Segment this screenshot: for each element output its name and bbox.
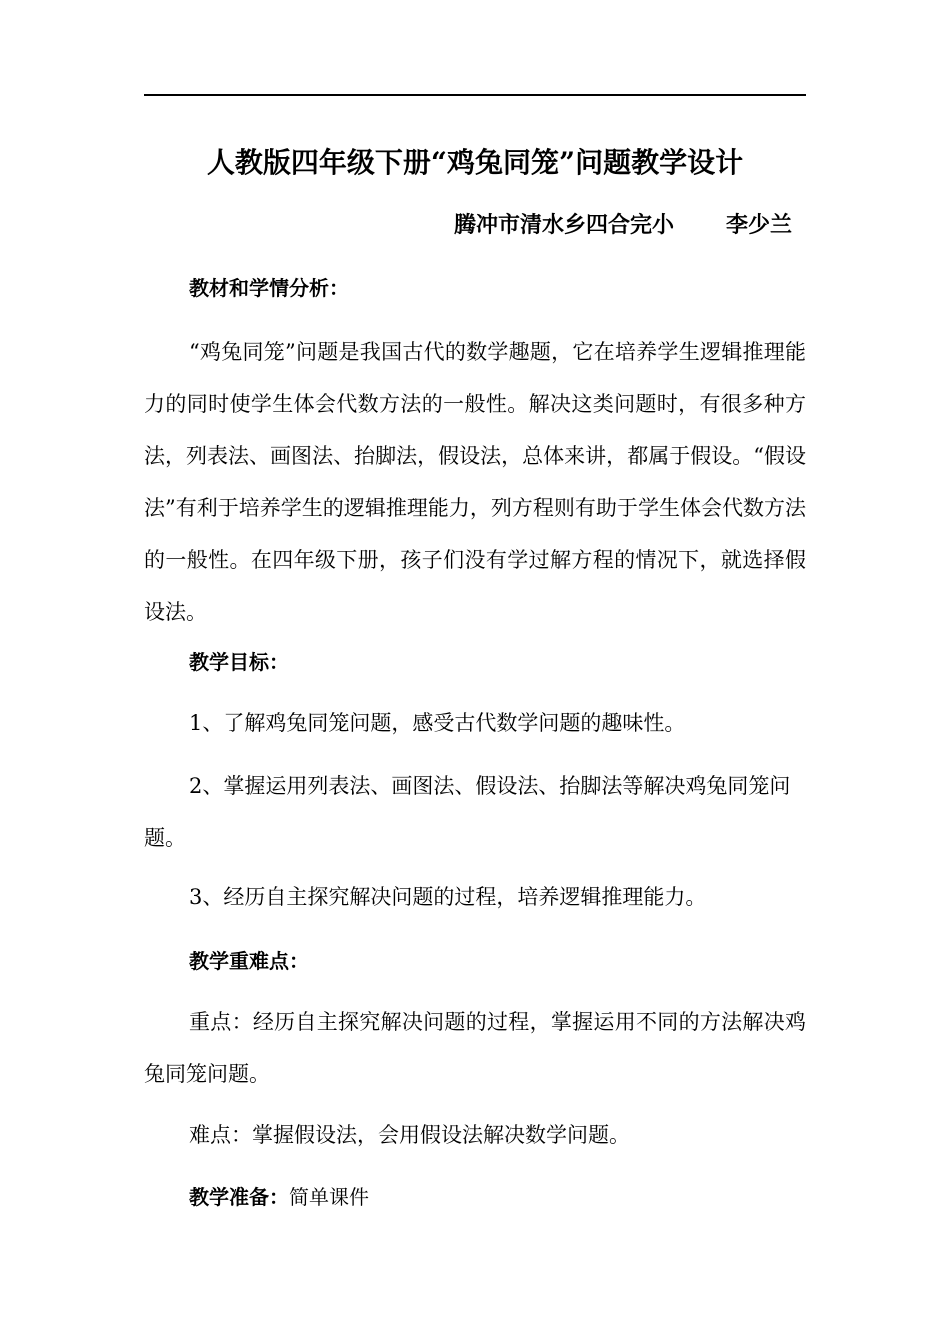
document-title: 人教版四年级下册“鸡兔同笼”问题教学设计 <box>206 146 744 179</box>
key-points-heading: 教学重难点： <box>189 949 309 973</box>
header-rule <box>144 94 806 96</box>
preparation-heading: 教学准备： <box>189 1185 289 1209</box>
focus-paragraph: 重点：经历自主探究解决问题的过程，掌握运用不同的方法解决鸡兔同笼问题。 <box>144 1010 806 1086</box>
analysis-heading: 教材和学情分析： <box>189 276 349 300</box>
difficulty-paragraph: 难点：掌握假设法，会用假设法解决数学问题。 <box>189 1123 630 1147</box>
analysis-paragraph: “鸡兔同笼”问题是我国古代的数学趣题，它在培养学生逻辑推理能力的同时使学生体会代数方法的一般性。解决这类问题时，有很多种方法，列表法、画图法、抬脚法，假设法，总体来讲，都属于假设。“假设法”有利于培养学生的逻辑推理能力，列方程则有助于学生体会代数方法的一般性。在四年级下册，孩子们没有学过解方程的情况下，就选择假设法。 <box>144 340 806 624</box>
preparation-text: 简单课件 <box>289 1185 369 1209</box>
goals-heading: 教学目标： <box>189 650 289 674</box>
school-name: 腾冲市清水乡四合完小 <box>453 212 674 238</box>
author-name: 李少兰 <box>725 212 792 238</box>
goal-item-2: 2、掌握运用列表法、画图法、假设法、抬脚法等解决鸡兔同笼问题。 <box>144 774 791 850</box>
goal-item-1: 1、了解鸡兔同笼问题，感受古代数学问题的趣味性。 <box>189 711 686 735</box>
goal-item-3: 3、经历自主探究解决问题的过程，培养逻辑推理能力。 <box>189 885 707 909</box>
author-byline <box>144 208 792 242</box>
preparation-line <box>189 1182 369 1212</box>
